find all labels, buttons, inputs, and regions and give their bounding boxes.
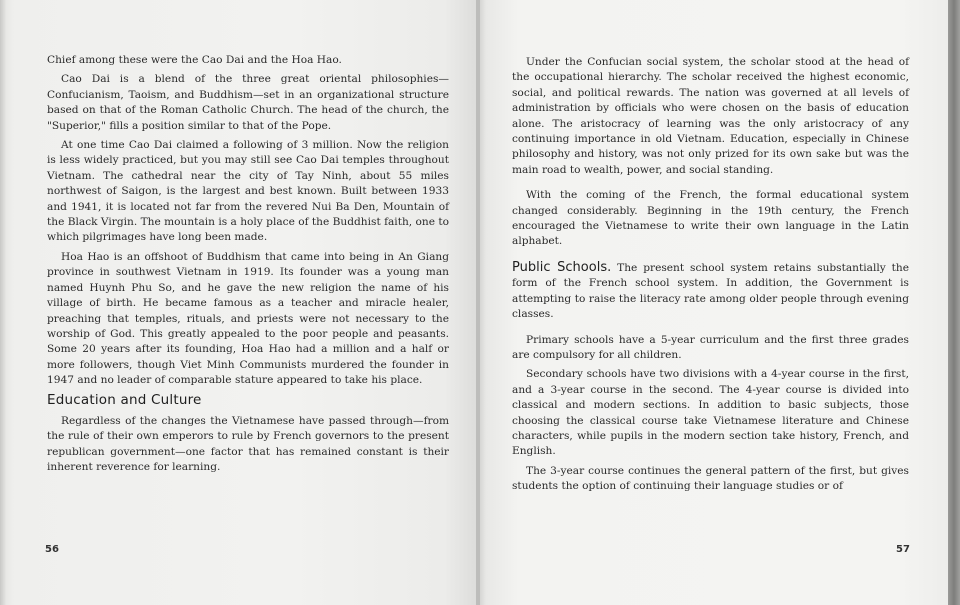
left-page-edge xyxy=(0,0,6,605)
left-page-text xyxy=(47,53,449,480)
right-page-edge xyxy=(948,0,960,605)
paragraph: Primary schools have a 5-year curriculum and the first three grades are compulsory for all children. xyxy=(512,333,909,361)
paragraph: Regardless of the changes the Vietnamese have passed through—from the rule of their own emperors to rule by French governors to the present republican government—one factor that has remained constant is their inherent reverence for learning. xyxy=(47,414,449,474)
paragraph: The 3-year course continues the general pattern of the first, but gives students the option of continuing their language studies or of xyxy=(512,464,909,493)
page-number: 56 xyxy=(45,544,59,555)
paragraph: Secondary schools have two divisions with a 4-year course in the first, and a 3-year course in the second. The 4-year course is divided into classical and modern sections. In addition to basic subjects, those choosing the classical course take Vietnamese literature and Chinese characters, while pupils in the modern section take history, French, and English. xyxy=(512,368,909,458)
runin-heading: Public Schools. xyxy=(512,259,612,275)
paragraph: At one time Cao Dai claimed a following of 3 million. Now the religion is less widely practiced, but you may still see Cao Dai temples throughout Vietnam. The cathedral near the city of Tay Ninh, about 55 miles northwest of Saigon, is the largest and best known. Built between 1933 and 1941, it is located not far from the revered Nui Ba Den, Mountain of the Black Virgin. The mountain is a holy place of the Buddhist faith, one to which pilgrimages have long been made. xyxy=(47,139,449,244)
right-page-text xyxy=(512,55,909,499)
page-number: 57 xyxy=(896,544,910,555)
paragraph: Cao Dai is a blend of the three great oriental philosophies—Confucianism, Taoism, and Buddhism—set in an organizational structure based on that of the Roman Catholic Church. The head of the church, the "Superior," fills a position similar to that of the Pope. xyxy=(47,73,449,132)
paragraph: Chief among these were the Cao Dai and the Hoa Hao. xyxy=(47,54,342,66)
paragraph: Hoa Hao is an offshoot of Buddhism that came into being in An Giang province in southwest Vietnam in 1919. Its founder was a young man named Huynh Phu So, and he gave the new religion the name of his village of birth. He became famous as a teacher and miracle healer, preaching that temples, rituals, and priests were not necessary to the worship of God. This greatly appealed to the poor people and peasants. Some 20 years after its founding, Hoa Hao had a million and a half or more followers, though Viet Minh Communists murdered the founder in 1947 and no leader of comparable stature appeared to take his place. xyxy=(47,250,449,387)
paragraph-public-schools xyxy=(512,260,909,323)
paragraph: Under the Confucian social system, the scholar stood at the head of the occupational hierarchy. The scholar received the highest economic, social, and political rewards. The nation was governed at all levels of administration by officials who were chosen on the basis of education alone. The aristocracy of learning was the only aristocracy of any continuing importance in old Vietnam. Education, especially in Chinese philosophy and history, was not only prized for its own sake but was the main road to wealth, power, and social standing. xyxy=(512,56,909,176)
book-gutter xyxy=(476,0,480,605)
paragraph: With the coming of the French, the formal educational system changed considerably. Beginning in the 19th century, the French encouraged the Vietnamese to write their own language in the Latin alphabet. xyxy=(512,189,909,248)
runin-text: The present school system retains substantially the form of the French school system. In addition, the Government is attempting to raise the literacy rate among older people through evening classes. xyxy=(512,261,910,321)
section-heading: Education and Culture xyxy=(47,391,202,408)
